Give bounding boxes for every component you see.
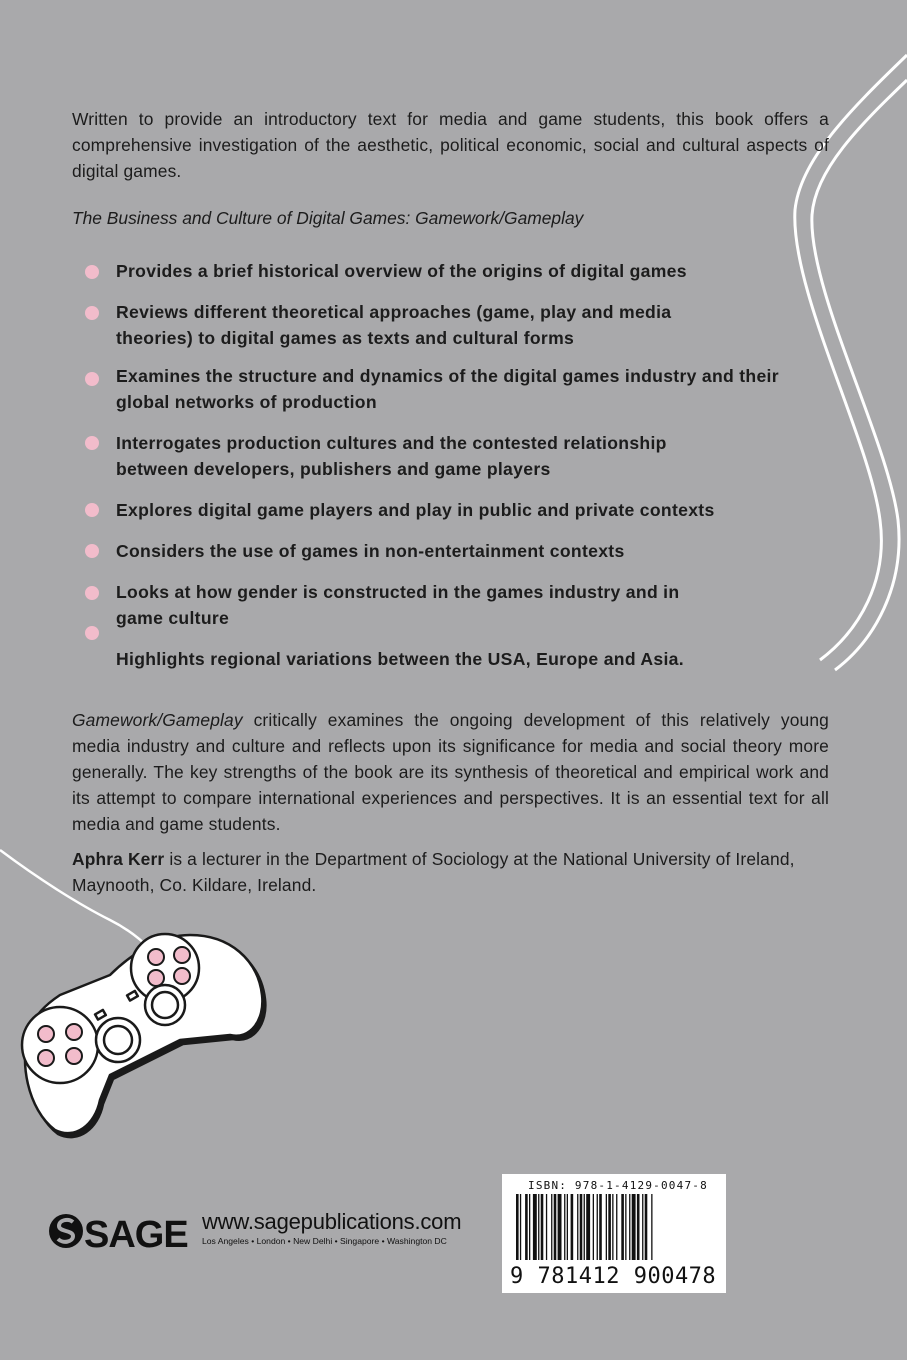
bullet-dot (85, 503, 99, 517)
list-item: Examines the structure and dynamics of the digital games industry and their global networks of production (116, 366, 779, 412)
list-item: Considers the use of games in non-entertainment contexts (116, 541, 625, 561)
isbn-label: ISBN: 978-1-4129-0047-8 (528, 1179, 708, 1192)
bullet-dot (85, 372, 99, 386)
barcode-digits: 9 781412 900478 (510, 1264, 717, 1289)
author-bio (72, 846, 829, 898)
publisher-cities: Los Angeles • London • New Delhi • Singapore • Washington DC (202, 1236, 447, 1246)
author-bio-text: is a lecturer in the Department of Sociology at the National University of Ireland, Maynooth, Co. Kildare, Ireland. (72, 849, 795, 895)
book-subtitle: The Business and Culture of Digital Games: Gamework/Gameplay (72, 208, 584, 228)
sage-logo (48, 1209, 193, 1253)
summary-paragraph (72, 707, 829, 837)
summary-title: Gamework/Gameplay (72, 710, 243, 730)
bullet-dot (85, 626, 99, 640)
barcode-bars (510, 1194, 718, 1270)
list-item: Provides a brief historical overview of the origins of digital games (116, 261, 687, 281)
bullet-dot (85, 265, 99, 279)
publisher-url[interactable]: www.sagepublications.com (202, 1209, 462, 1234)
isbn-barcode (502, 1174, 726, 1293)
sage-logo-text: SAGE (84, 1214, 188, 1253)
author-name: Aphra Kerr (72, 849, 165, 869)
intro-paragraph: Written to provide an introductory text for media and game students, this book offers a comprehensive investigation of the aesthetic, political economic, social and cultural aspects of digital games. (72, 109, 829, 181)
summary-text: critically examines the ongoing development of this relatively young media industry and culture and reflects upon its significance for media and social theory more generally. The key strengths of the book are its synthesis of theoretical and empirical work and its attempt to compare international experiences and perspectives. It is an essential text for all media and game students. (72, 710, 829, 834)
list-item: Explores digital game players and play in public and private contexts (116, 500, 715, 520)
bullet-dot (85, 306, 99, 320)
list-item: Highlights regional variations between the USA, Europe and Asia. (116, 649, 684, 669)
list-item: Looks at how gender is constructed in the games industry and in game culture (116, 582, 680, 628)
bullet-dot (85, 436, 99, 450)
bullet-dot (85, 544, 99, 558)
bullet-dot (85, 586, 99, 600)
list-item: Reviews different theoretical approaches (game, play and media theories) to digital games as texts and cultural forms (116, 302, 672, 348)
list-item: Interrogates production cultures and the contested relationship between developers, publishers and game players (116, 433, 667, 479)
